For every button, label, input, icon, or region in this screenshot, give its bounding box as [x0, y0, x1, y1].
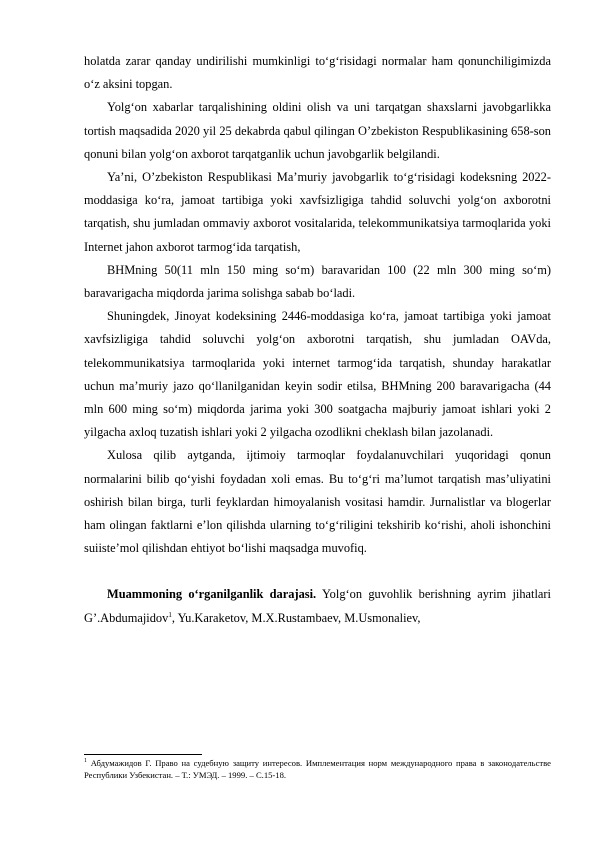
- document-body: [84, 50, 551, 630]
- footnote-divider: [84, 754, 202, 755]
- paragraph-3: Ya’ni, O’zbekiston Respublikasi Ma’muriy javobgarlik to‘g‘risidagi kodeksning 2022-moddasiga ko‘ra, jamoat tartibiga yoki xavfsizligiga tahdid soluvchi yolg‘on axborotni tarqatish, shu jumladan ommaviy axborot vositalarida, telekommunikatsiya tarmoqlarida yoki Internet jahon axborot tarmog‘ida tarqatish,: [84, 170, 551, 254]
- section-paragraph: [84, 583, 551, 629]
- footnote-text: Абдумажидов Г. Право на судебную защиту интересов. Имплементация норм международного права в законодательстве Республики Узбекистан. – Т.: УМЭД. – 1999. – С.15-18.: [84, 758, 551, 780]
- footnote-number: 1: [84, 758, 87, 765]
- footnote: [84, 757, 551, 781]
- paragraph-1: holatda zarar qanday undirilishi mumkinligi to‘g‘risidagi normalar ham qonunchiligimizda o‘z aksini topgan.: [84, 54, 551, 92]
- footnote-reference[interactable]: 1: [168, 610, 172, 619]
- section-title: Muammoning o‘rganilganlik darajasi.: [107, 587, 317, 602]
- paragraph-5: Shuningdek, Jinoyat kodeksining 2446-moddasiga ko‘ra, jamoat tartibiga yoki jamoat xavfsizligiga tahdid soluvchi yolg‘on axborotni tarqatish, shu jumladan OAVda, telekommunikatsiya tarmoqlarida yoki internet tarmog‘ida tarqatish, shunday harakatlar uchun ma’muriy jazo qo‘llanilganidan keyin sodir etilsa, BHMning 200 baravarigacha (44 mln 600 ming so‘m) miqdorda jarima yoki 300 soatgacha majburiy jamoat ishlari yoki 2 yilgacha axloq tuzatish ishlari yoki 2 yilgacha ozodlikni cheklash bilan jazolanadi.: [84, 309, 551, 440]
- section-text-before-ref: Yolg‘on guvohlik berishning ayrim jihatlari G’.Abdumajidov: [84, 587, 551, 625]
- paragraph-4: BHMning 50(11 mln 150 ming so‘m) baravaridan 100 (22 mln 300 ming so‘m) baravarigacha miqdorda jarima solishga sabab bo‘ladi.: [84, 262, 551, 301]
- paragraph-2: Yolg‘on xabarlar tarqalishining oldini olish va uni tarqatgan shaxslarni javobgarlikka tortish maqsadida 2020 yil 25 dekabrda qabul qilingan O’zbekiston Respublikasining 658-son qonuni bilan yolg‘on axborot tarqatganlik uchun javobgarlik belgilandi.: [84, 100, 551, 161]
- section-spacer: [84, 560, 551, 583]
- section-text-after-ref: , Yu.Karaketov, M.X.Rustambaev, M.Usmonaliev,: [171, 610, 421, 625]
- paragraph-6: Xulosa qilib aytganda, ijtimoiy tarmoqlar foydalanuvchilari yuqoridagi qonun normalarini bilib qo‘yishi foydadan xoli emas. Bu to‘g‘ri ma’lumot tarqatish mas’uliyatini oshirish bilan birga, turli feyklardan himoyalanish vositasi hamdir. Jurnalistlar va blogerlar ham olingan faktlarni e’lon qilishda ularning to‘g‘riligini tekshirib ko‘rishi, aholi ishonchini suiiste’mol qilishdan ehtiyot bo‘lishi maqsadga muvofiq.: [84, 448, 551, 556]
